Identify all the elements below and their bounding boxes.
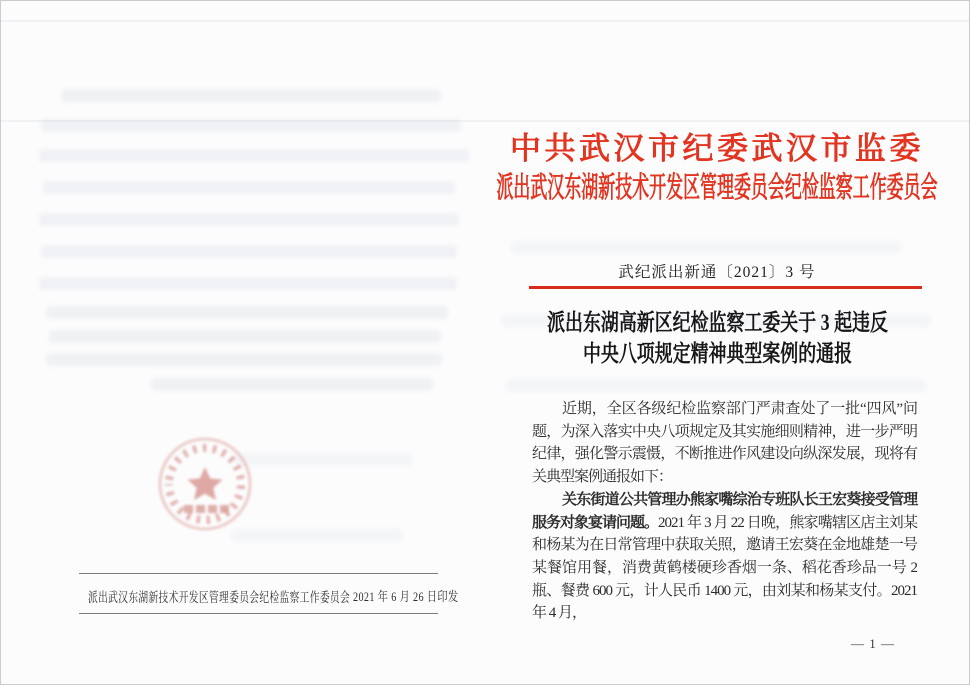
bleedthrough-line <box>39 149 469 162</box>
document-body <box>532 398 917 625</box>
document-title-line2-wrap <box>491 340 943 367</box>
scan-streak <box>1 20 969 22</box>
document-title-line1: 派出东湖高新区纪检监察工委关于 3 起违反 <box>546 310 888 335</box>
bleedthrough-line <box>151 378 433 391</box>
bleedthrough-line <box>46 306 448 319</box>
document-title-line1-wrap <box>491 309 943 336</box>
document-number: 武纪派出新通〔2021〕3 号 <box>618 264 816 281</box>
letterhead-line1: 中共武汉市纪委武汉市监委 <box>510 131 924 166</box>
colophon-rule-bottom <box>79 613 438 614</box>
body-paragraph-2 <box>532 489 917 625</box>
page-number: — 1 — <box>851 636 895 651</box>
bleedthrough-line <box>506 379 926 392</box>
bleedthrough-line <box>41 245 457 258</box>
letterhead-line2: 派出武汉东湖新技术开发区管理委员会纪检监察工作委员会 <box>496 172 938 204</box>
document-title-line2: 中央八项规定精神典型案例的通报 <box>582 341 852 366</box>
bleedthrough-line <box>39 277 457 290</box>
colophon-print-date: 2021 年 6 月 26 日印发 <box>353 589 459 604</box>
bleedthrough-line <box>49 330 441 343</box>
bleedthrough-line <box>41 119 461 132</box>
case-details: 2021 年 3 月 22 日晚，熊家嘴辖区店主刘某和杨某为在日常管理中获取关照，邀请王宏葵在金地雄楚一号某餐馆用餐，消费黄鹤楼硬珍香烟一条、稻花香珍品一号 2 瓶、餐费 600 元，计人民币 1400 元，由刘某和杨某支付。2021 年 4 月， <box>532 514 917 622</box>
case-heading: 关东街道公共管理办熊家嘴综治专班队长王宏葵接受管理服务对象宴请问题。 <box>532 490 917 531</box>
body-paragraph-1: 近期，全区各级纪检监察部门严肃查处了一批“四风”问题，为深入落实中央八项规定及其实施细则精神，进一步严明纪律，强化警示震慑，不断推进作风建设向纵深发展，现将有关典型案例通报如下： <box>532 401 917 486</box>
official-seal <box>147 427 263 545</box>
bleedthrough-line <box>43 181 455 194</box>
bleedthrough-line <box>39 213 459 226</box>
bleedthrough-line <box>46 353 442 366</box>
bleedthrough-line <box>61 89 441 102</box>
letterhead-line2-wrap <box>491 172 943 205</box>
colophon-rule-top <box>79 573 438 574</box>
seal-star-icon <box>187 467 222 500</box>
red-separator-rule <box>529 286 922 289</box>
colophon-issuer: 派出武汉东湖新技术开发区管理委员会纪检监察工作委员会 <box>88 590 351 605</box>
bleedthrough-line <box>511 241 901 254</box>
